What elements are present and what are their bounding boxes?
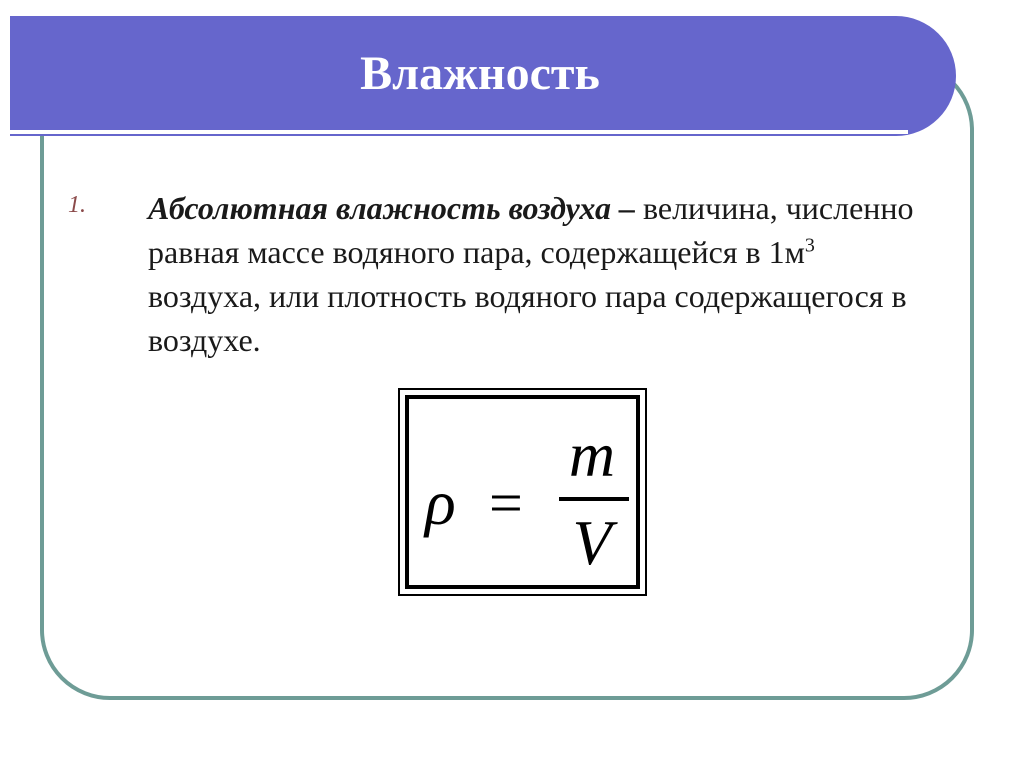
formula-numerator: m	[568, 419, 616, 490]
slide-frame	[40, 60, 974, 700]
item-dash: –	[610, 190, 643, 226]
formula-denominator: V	[572, 507, 612, 578]
formula-box	[398, 388, 647, 596]
item-body: величина, численно равная массе водяного пара, содержащейся в 1м	[148, 190, 914, 270]
title-underline	[10, 130, 908, 134]
title-bar	[10, 16, 956, 136]
formula-inner-border	[405, 395, 640, 589]
slide-title: Влажность	[360, 47, 600, 100]
fraction-line	[559, 497, 629, 501]
item-text	[148, 186, 928, 362]
formula-rho: ρ	[425, 467, 456, 538]
formula-equals: =	[489, 470, 523, 536]
item-superscript: 3	[804, 234, 815, 257]
item-term: Абсолютная влажность воздуха	[148, 190, 611, 226]
item-number: 1.	[68, 192, 86, 218]
item-body-end: воздуха, или плотность водяного пара содержащегося в воздухе.	[148, 278, 907, 358]
